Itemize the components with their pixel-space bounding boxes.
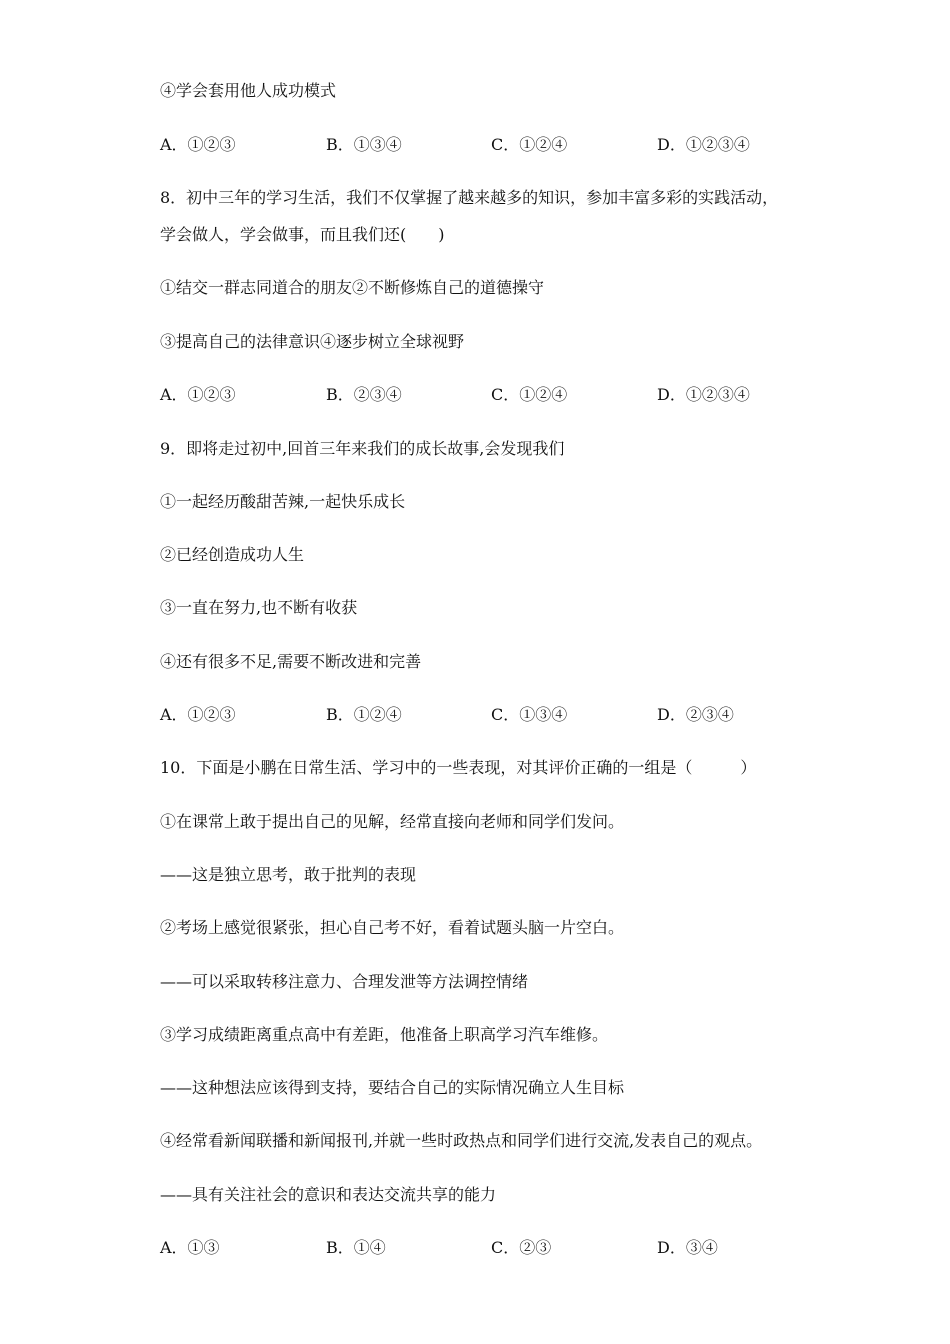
q10-eval-4: ——具有关注社会的意识和表达交流共享的能力: [160, 1185, 497, 1204]
q8-items-line-2: ③提高自己的法律意识④逐步树立全球视野: [160, 332, 465, 351]
q8-items-line-1: ①结交一群志同道合的朋友②不断修炼自己的道德操守: [160, 278, 545, 297]
q8-option-a: A．①②③: [160, 385, 236, 404]
q9-item-2: ②已经创造成功人生: [160, 545, 305, 564]
q9-option-a: A．①②③: [160, 705, 236, 724]
q10-eval-2: ——可以采取转移注意力、合理发泄等方法调控情绪: [160, 972, 529, 991]
q9-stem: 9．即将走过初中,回首三年来我们的成长故事,会发现我们: [160, 439, 565, 458]
q9-item-1: ①一起经历酸甜苦辣,一起快乐成长: [160, 492, 406, 511]
q9-options: [160, 704, 800, 726]
q10-option-a: A．①③: [160, 1238, 220, 1257]
q7-option-c: C．①②④: [491, 135, 568, 154]
q10-item-2: ②考场上感觉很紧张，担心自己考不好，看着试题头脑一片空白。: [160, 918, 625, 937]
q10-option-b: B．①④: [326, 1238, 386, 1257]
q10-stem: 10．下面是小鹏在日常生活、学习中的一些表现，对其评价正确的一组是（ ）: [160, 758, 757, 777]
q10-eval-1: ——这是独立思考，敢于批判的表现: [160, 865, 417, 884]
q8-stem-line-2: 学会做人，学会做事，而且我们还( ): [160, 225, 445, 244]
q8-option-b: B．②③④: [326, 385, 402, 404]
q9-item-3: ③一直在努力,也不断有收获: [160, 598, 358, 617]
q10-options: [160, 1237, 800, 1259]
q10-eval-3: ——这种想法应该得到支持，要结合自己的实际情况确立人生目标: [160, 1078, 625, 1097]
q7-options: [160, 134, 800, 156]
q9-option-b: B．①②④: [326, 705, 402, 724]
q7-option-a: A．①②③: [160, 135, 236, 154]
q10-option-c: C．②③: [491, 1238, 552, 1257]
q7-option-b: B．①③④: [326, 135, 402, 154]
q10-option-d: D．③④: [657, 1238, 718, 1257]
q9-item-4: ④还有很多不足,需要不断改进和完善: [160, 652, 422, 671]
q10-item-1: ①在课常上敢于提出自己的见解，经常直接向老师和同学们发问。: [160, 812, 625, 831]
q8-options: [160, 384, 800, 406]
q10-item-3: ③学习成绩距离重点高中有差距，他准备上职高学习汽车维修。: [160, 1025, 609, 1044]
q8-option-d: D．①②③④: [657, 385, 750, 404]
q8-stem-line-1: 8．初中三年的学习生活，我们不仅掌握了越来越多的知识，参加丰富多彩的实践活动，: [160, 188, 779, 207]
q8-option-c: C．①②④: [491, 385, 568, 404]
q7-item-4: ④学会套用他人成功模式: [160, 81, 337, 100]
q9-option-c: C．①③④: [491, 705, 568, 724]
q10-item-4: ④经常看新闻联播和新闻报刊,并就一些时政热点和同学们进行交流,发表自己的观点。: [160, 1131, 763, 1150]
q7-option-d: D．①②③④: [657, 135, 750, 154]
q9-option-d: D．②③④: [657, 705, 734, 724]
